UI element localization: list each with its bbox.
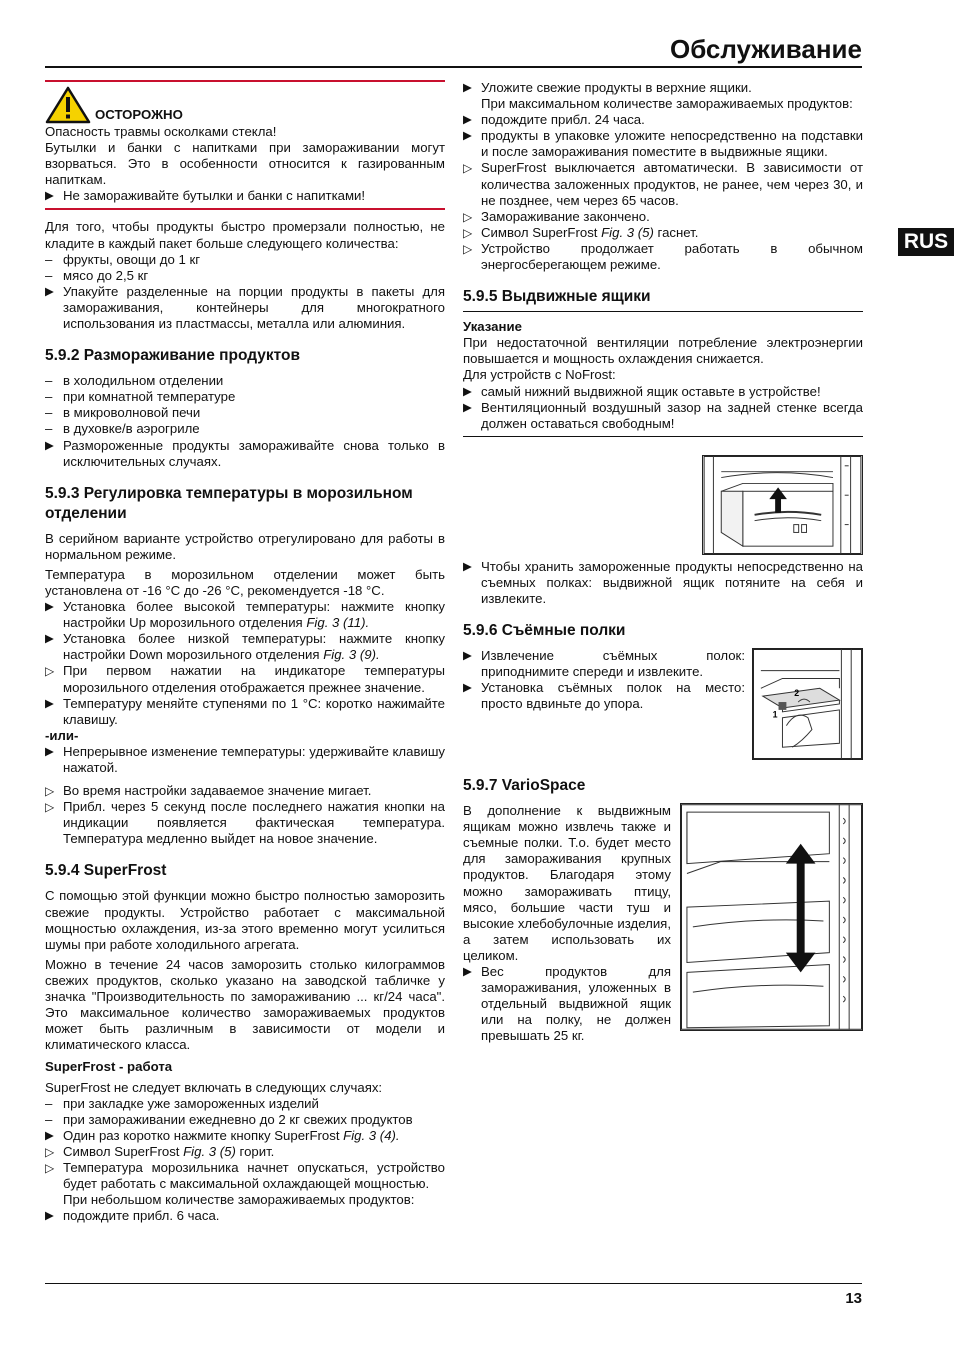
arrow-bullet-icon: ▶: [463, 682, 472, 695]
page-title: Обслуживание: [669, 34, 862, 64]
result: Во время настройки задаваемое значение мигает.: [63, 783, 372, 799]
list-item: при закладке уже замороженных изделий: [63, 1095, 319, 1111]
warning-line: Бутылки и банки с напитками при замораживании могут взорваться. Это в особенности относится к газированным напиткам.: [45, 140, 445, 188]
drawer-figure: [702, 455, 863, 555]
language-badge: RUS: [898, 228, 954, 256]
or-separator: -или-: [45, 727, 79, 743]
arrow-bullet-icon: ▶: [463, 966, 472, 978]
paragraph: SuperFrost не следует включать в следующих случаях:: [45, 1079, 383, 1095]
arrow-bullet-icon: ▶: [463, 650, 472, 663]
arrow-bullet-icon: ▶: [45, 439, 54, 452]
paragraph: При максимальном количестве замораживаемых продуктов:: [481, 96, 853, 112]
result-bullet-icon: ▷: [45, 800, 55, 815]
result: Символ SuperFrost: [63, 1143, 184, 1159]
result-bullet-icon: ▷: [463, 161, 473, 176]
right-column: ▶ Уложите свежие продукты в верхние ящики. При максимальном количестве замораживаемых продуктов: ▶ подождите прибл. 24 часа. ▶ продукты в упаковке уложите непосредственно на подставки и после замораживания поместите в выдвижные ящики. ▷ SuperFrost выключается автоматически. В зависимости от количества заложенных продуктов, не ранее, чем через 30, и не позднее, чем через 65 часов. ▷ Замораживание закончено. ▷ Символ SuperFrost Fig. 3 (5) гаснет. ▷ Устройство продолжает работать в обычном энергосберегающем режиме. 5.9.5 Выдвижные ящики Указание При недостаточной вентиляции потребление электроэнергии повышается и мощность охлаждения снижается. Для устройств с NoFrost: ▶ самый нижний выдвижной ящик оставьте в устройстве! ▶ Вентиляционный воздушный зазор на задней стенке всегда должен оставаться свободным! ▶ Чтобы хранить замороженные продукты непосредственно на съемных полках: выдвижной ящик потяните на себя и извлеките. 5.9.6 Съёмные полки ▶ Извлечение съёмных полок: приподнимите спереди и извлеките. ▶ Установка съёмных полок на место: просто вдвиньте до упора. 1 2 5.9.7 VarioSpace В дополнение к выдвижным ящикам можно извлечь также и съемные полки. Т.о. будет место для замораживания крупных продуктов. Благодаря этому можно замораживать птицу, мясо, большие части туш и высокие хлебобулочные изделия, а затем использовать их целиком. ▶ Вес продуктов для замораживания, уложенных в отдельный выдвижной ящик или на полку, не должен превышать 25 кг.: [463, 80, 863, 1044]
result: SuperFrost выключается автоматически. В зависимости от количества заложенных продуктов, не ранее, чем через 30, и не позднее, чем через 65 часов.: [481, 160, 863, 208]
paragraph: При небольшом количестве замораживаемых продуктов:: [63, 1192, 415, 1208]
arrow-bullet-icon: ▶: [463, 130, 472, 143]
instruction: продукты в упаковке уложите непосредственно на подставки и после замораживания поместите в выдвижные ящики.: [481, 128, 863, 160]
instruction: Один раз коротко нажмите кнопку SuperFrost: [63, 1127, 344, 1143]
figure-ref: Fig. 3 (5): [601, 224, 654, 240]
section-heading-592: 5.9.2 Размораживание продуктов: [45, 347, 301, 365]
arrow-bullet-icon: ▶: [463, 560, 472, 573]
intro-action: Упакуйте разделенные на порции продукты в пакеты для замораживания, контейнеры для многократного использования из пластмассы, металла или алюминия.: [63, 283, 445, 332]
result: Прибл. через 5 секунд после последнего нажатия кнопки на индикации появляется фактическая температура. Температура медленно выйдет на новое значение.: [63, 799, 445, 847]
arrow-bullet-icon: ▶: [45, 697, 54, 710]
list-item: в микроволновой печи: [63, 405, 201, 421]
note-title: Указание: [463, 319, 522, 335]
list-item: при комнатной температуре: [63, 389, 236, 405]
thaw-action: Размороженные продукты замораживайте снова только в исключительных случаях.: [63, 437, 445, 469]
result-bullet-icon: ▷: [45, 664, 55, 679]
paragraph: Температура в морозильном отделении может быть установлена от -16 °C до -26 °C, рекомендуется -18 °C.: [45, 566, 445, 598]
section-heading-593: 5.9.3 Регулировка температуры в морозильном отделении: [45, 484, 413, 522]
figure-label: 1: [772, 709, 778, 720]
instruction: подождите прибл. 6 часа.: [63, 1208, 220, 1224]
arrow-bullet-icon: ▶: [463, 82, 472, 94]
warning-line: Опасность травмы осколками стекла!: [45, 124, 277, 139]
result-bullet-icon: ▷: [45, 784, 55, 799]
list-item: в духовке/в аэрогриле: [63, 421, 200, 437]
instruction: Чтобы хранить замороженные продукты непосредственно на съемных полках: выдвижной ящик потяните на себя и извлеките.: [481, 558, 863, 606]
section-heading-597: 5.9.7 VarioSpace: [463, 777, 586, 795]
arrow-bullet-icon: ▶: [463, 385, 472, 398]
list-item: при замораживании ежедневно до 2 кг свежих продуктов: [63, 1111, 413, 1127]
left-column: ОСТОРОЖНО Опасность травмы осколками стекла! Бутылки и банки с напитками при замораживании могут взорваться. Это в особенности относится к газированным напиткам. ▶ Не замораживайте бутылки и банки с напитками! Для того, чтобы продукты быстро промерзали полностью, не кладите в каждый пакет больше следующего количества: – фрукты, овощи до 1 кг – мясо до 2,5 кг ▶ Упакуйте разделенные на порции продукты в пакеты для замораживания, контейнеры для многократного использования из пластмассы, металла или алюминия. 5.9.2 Размораживание продуктов – в холодильном отделении – при комнатной температуре – в микроволновой печи – в духовке/в аэрогриле ▶ Размороженные продукты замораживайте снова только в исключительных случаях. 5.9.3 Регулировка температуры в морозильном отделении В серийном варианте устройство отрегулировано для работы в нормальном режиме. Температура в морозильном отделении может быть установлена от -16 °C до -26 °C, рекомендуется -18 °C. ▶ Установка более высокой температуры: нажмите кнопку настройки Up морозильного отделения Fig. 3 (11). ▶ Установка более низкой температуры: нажмите кнопку настройки Down морозильного отделения Fig. 3 (9). ▷ При первом нажатии на индикаторе температуры морозильного отделения отображается прежнее значение. ▶ Температуру меняйте ступенями по 1 °C: коротко нажимайте клавишу. -или- ▶ Непрерывное изменение температуры: удерживайте клавишу нажатой. ▷ Во время настройки задаваемое значение мигает. ▷ Прибл. через 5 секунд после последнего нажатия кнопки на индикации появляется фактическая температура. Температура медленно выйдет на новое значение. 5.9.4 SuperFrost С помощью этой функции можно быстро полностью заморозить свежие продукты. Устройство работает с максимальной мощностью охлаждения, из-за этого временно могут усилиться шумы при работе холодильного агрегата. Можно в течение 24 часов заморозить столько килограммов свежих продуктов, сколько указано на заводской табличке у значка "Производительность по замораживанию ... кг/24 часа". Это максимальное количество замораживаемых продуктов может быть различным в зависимости от модели и климатического класса. SuperFrost - работа SuperFrost не следует включать в следующих случаях: – при закладке уже замороженных изделий – при замораживании ежедневно до 2 кг свежих продуктов ▶ Один раз коротко нажмите кнопку SuperFrost Fig. 3 (4). ▷ Символ SuperFrost Fig. 3 (5) горит. ▷ Температура морозильника начнет опускаться, устройство будет работать с максимальной охлаждающей мощностью. При небольшом количестве замораживаемых продуктов: ▶ подождите прибл. 6 часа.: [45, 80, 445, 1224]
subheading: SuperFrost - работа: [45, 1059, 173, 1075]
instruction: подождите прибл. 24 часа.: [481, 112, 645, 128]
figure-ref: Fig. 3 (4).: [343, 1127, 400, 1143]
warning-triangle-icon: [45, 86, 91, 124]
instruction: Установка съёмных полок на место: просто вдвиньте до упора.: [481, 680, 745, 712]
instruction: Установка более низкой температуры: нажмите кнопку настройки Down морозильного отделения: [63, 631, 445, 663]
result: Символ SuperFrost: [481, 224, 602, 240]
figure-label: 2: [794, 688, 800, 699]
list-item: фрукты, овощи до 1 кг: [63, 251, 201, 267]
arrow-bullet-icon: ▶: [45, 745, 54, 758]
paragraph: В серийном варианте устройство отрегулировано для работы в нормальном режиме.: [45, 530, 445, 562]
warning-box: [45, 80, 445, 210]
result-bullet-icon: ▷: [463, 209, 473, 224]
paragraph: С помощью этой функции можно быстро полностью заморозить свежие продукты. Устройство работает с максимальной мощностью охлаждения, из-за этого временно могут усилиться шумы при работе холодильного агрегата.: [45, 888, 445, 952]
paragraph: В дополнение к выдвижным ящикам можно извлечь также и съемные полки. Т.о. будет место для замораживания крупных продуктов. Благодаря этому можно замораживать птицу, мясо, большие части туш и высокие хлебобулочные изделия, а затем использовать их целиком.: [463, 803, 671, 963]
instruction: Уложите свежие продукты в верхние ящики.: [481, 80, 752, 95]
arrow-bullet-icon: ▶: [45, 633, 54, 646]
freezing-intro: Для того, чтобы продукты быстро промерзали полностью, не кладите в каждый пакет больше следующего количества:: [45, 219, 445, 251]
arrow-bullet-icon: ▶: [463, 401, 472, 414]
arrow-bullet-icon: ▶: [463, 114, 472, 127]
figure-ref: Fig. 3 (5): [183, 1143, 236, 1159]
instruction: Извлечение съёмных полок: приподнимите спереди и извлеките.: [481, 648, 745, 680]
arrow-bullet-icon: ▶: [45, 1210, 54, 1223]
result: Замораживание закончено.: [481, 208, 650, 224]
figure-ref: Fig. 3 (9).: [323, 647, 380, 663]
header-rule: [45, 66, 862, 68]
note-text: При недостаточной вентиляции потребление электроэнергии повышается и мощность охлаждения снижается.: [463, 335, 863, 367]
figure-ref: Fig. 3 (11).: [306, 615, 370, 631]
shelf-figure: [752, 648, 863, 760]
result: При первом нажатии на индикаторе температуры морозильного отделения отображается прежнее значение.: [63, 663, 445, 695]
instruction: Температуру меняйте ступенями по 1 °C: коротко нажимайте клавишу.: [63, 695, 445, 727]
result-bullet-icon: ▷: [45, 1160, 55, 1175]
result: Температура морозильника начнет опускаться, устройство будет работать с максимальной охлаждающей мощностью.: [63, 1159, 445, 1192]
instruction: самый нижний выдвижной ящик оставьте в устройстве!: [481, 383, 821, 399]
arrow-bullet-icon: ▶: [45, 1129, 54, 1142]
footer-rule: [45, 1283, 862, 1284]
note-text: Для устройств с NoFrost:: [463, 367, 616, 383]
result-bullet-icon: ▷: [45, 1144, 55, 1159]
warning-action: Не замораживайте бутылки и банки с напитками!: [63, 188, 366, 204]
result: Устройство продолжает работать в обычном энергосберегающем режиме.: [481, 240, 863, 273]
section-heading-594: 5.9.4 SuperFrost: [45, 862, 167, 880]
list-item: в холодильном отделении: [63, 373, 224, 389]
list-item: мясо до 2,5 кг: [63, 267, 149, 283]
instruction: Установка более высокой температуры: нажмите кнопку настройки Up морозильного отделения: [63, 599, 445, 631]
instruction: Непрерывное изменение температуры: удерживайте клавишу нажатой.: [63, 743, 445, 775]
arrow-bullet-icon: ▶: [45, 601, 54, 614]
result-bullet-icon: ▷: [463, 225, 473, 240]
instruction: Вес продуктов для замораживания, уложенных в отдельный выдвижной ящик или на полку, не должен превышать 25 кг.: [481, 964, 671, 1044]
paragraph: Можно в течение 24 часов заморозить столько килограммов свежих продуктов, сколько указано на заводской табличке у значка "Производительность по замораживанию ... кг/24 часа". Это максимальное количество замораживаемых продуктов может быть различным в зависимости от модели и климатического класса.: [45, 956, 445, 1053]
instruction: Вентиляционный воздушный зазор на задней стенке всегда должен оставаться свободным!: [481, 399, 863, 431]
warning-title: ОСТОРОЖНО: [95, 106, 183, 122]
section-heading-595: 5.9.5 Выдвижные ящики: [463, 287, 863, 312]
page-number: 13: [845, 1290, 862, 1307]
section-heading-596: 5.9.6 Съёмные полки: [463, 622, 626, 640]
result-bullet-icon: ▷: [463, 241, 473, 256]
arrow-bullet-icon: ▶: [45, 190, 54, 203]
arrow-bullet-icon: ▶: [45, 285, 54, 298]
variospace-figure: [680, 803, 863, 1031]
note-box: [463, 319, 863, 437]
